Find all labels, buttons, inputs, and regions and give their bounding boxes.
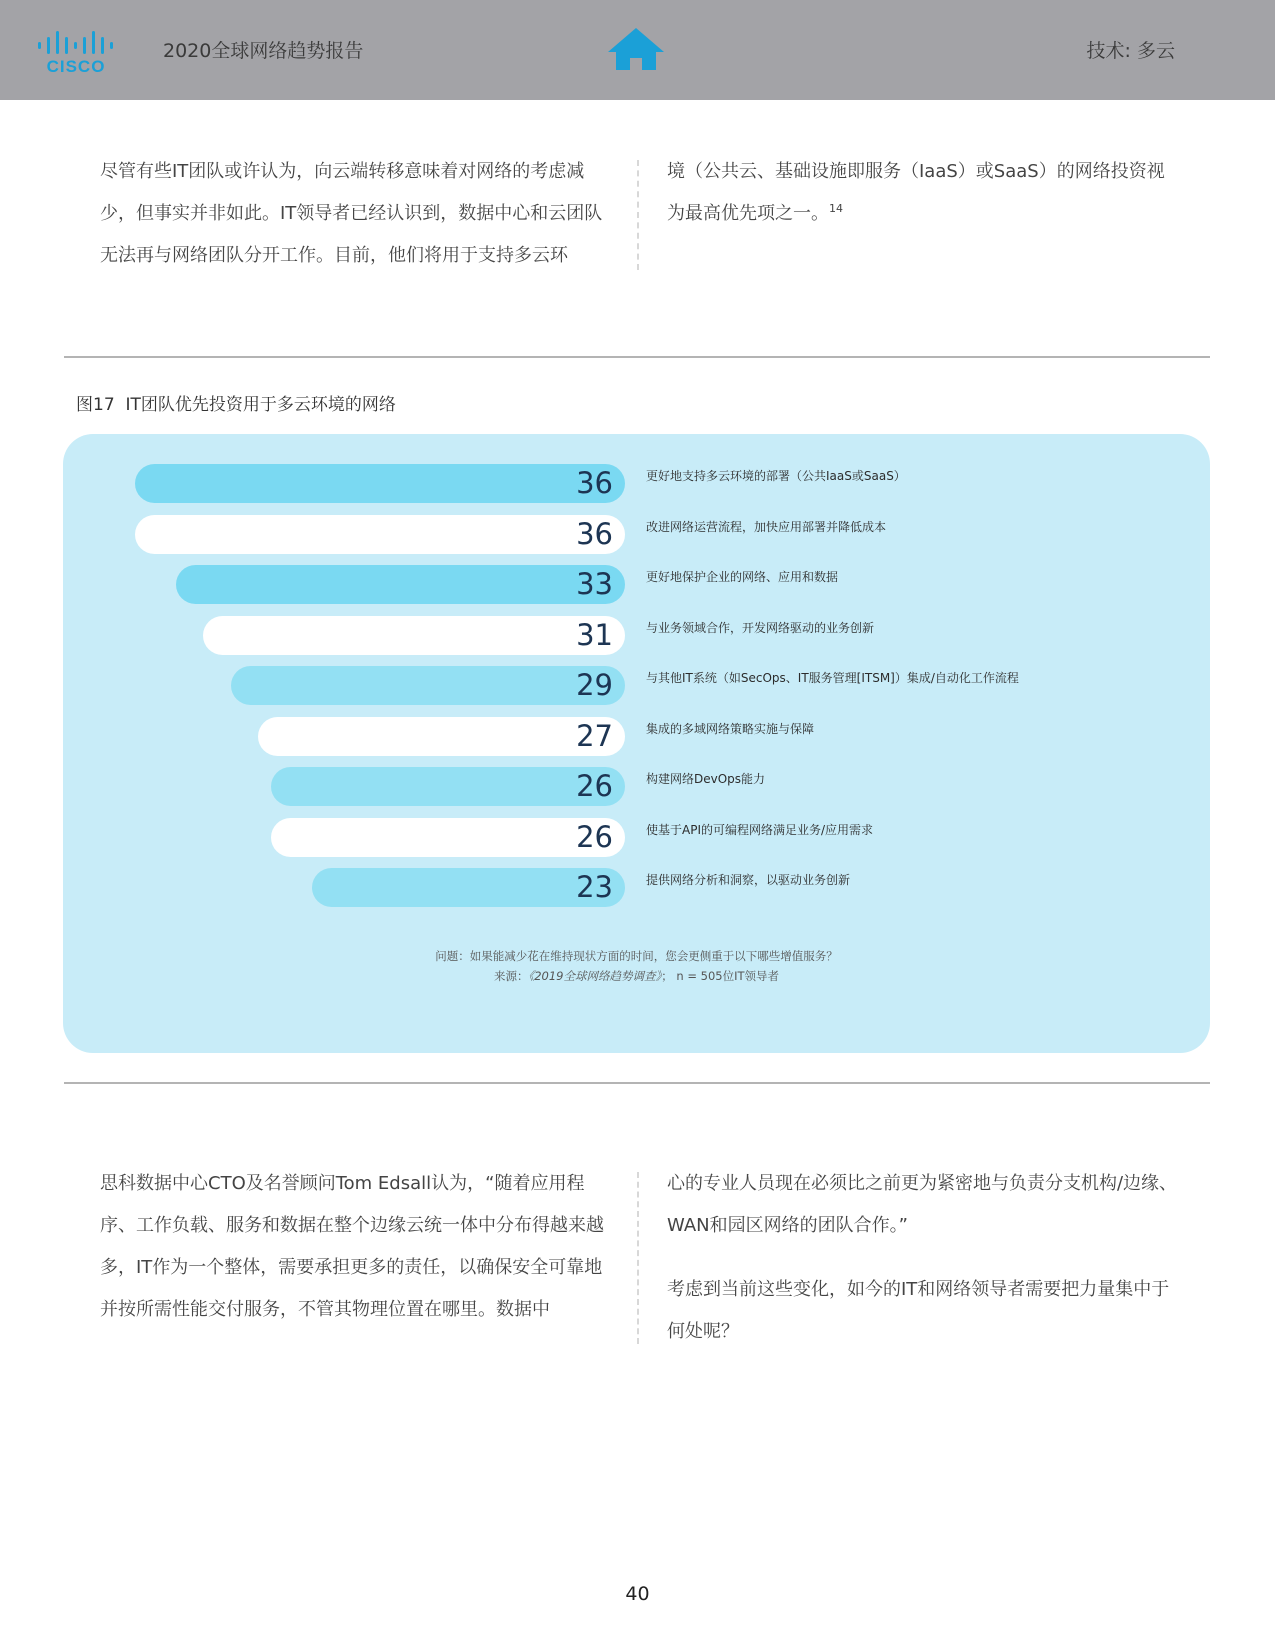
- figure-number: 图17: [76, 395, 115, 415]
- cisco-logo: [36, 26, 122, 76]
- header-bar: [0, 0, 1275, 100]
- bar-value-label: 29: [576, 668, 613, 702]
- source-prefix: 来源：: [493, 969, 529, 983]
- bar-category-label: 与业务领域合作，开发网络驱动的业务创新: [646, 620, 875, 635]
- document-title: 2020全球网络趋势报告: [163, 40, 364, 62]
- intro-text-right: [667, 151, 1182, 235]
- bar-value-label: 26: [576, 819, 613, 854]
- home-icon[interactable]: [606, 26, 666, 72]
- figure-title: [76, 390, 396, 415]
- intro-text-left: 尽管有些IT团队或许认为，向云端转移意味着对网络的考虑减少，但事实并非如此。IT领导者已经认识到，数据中心和云团队无法再与网络团队分开工作。目前，他们将用于支持多云环: [100, 161, 603, 266]
- figure-caption: IT团队优先投资用于多云环境的网络: [125, 395, 396, 415]
- bar-category-label: 构建网络DevOps能力: [646, 772, 766, 786]
- divider-top: [64, 356, 1210, 358]
- section-title: 技术: 多云: [1086, 40, 1175, 62]
- bar-value-label: 26: [576, 769, 613, 803]
- bar-value-label: 36: [576, 466, 613, 500]
- bar-value-label: 36: [576, 516, 613, 551]
- bar-value-label: 27: [576, 718, 613, 753]
- intro-right-text: 境（公共云、基础设施即服务（IaaS）或SaaS）的网络投资视为最高优先项之一。: [667, 161, 1165, 224]
- column-divider: [637, 160, 639, 270]
- bar-value-label: 31: [576, 617, 613, 652]
- bar-value-label: 23: [576, 870, 613, 904]
- bar-category-label: 更好地保护企业的网络、应用和数据: [646, 570, 839, 584]
- bar-category-label: 与其他IT系统（如SecOps、IT服务管理[ITSM]）集成/自动化工作流程: [646, 671, 1019, 685]
- bar-category-label: 使基于API的可编程网络满足业务/应用需求: [646, 822, 874, 837]
- bar-category-label: 提供网络分析和洞察，以驱动业务创新: [646, 873, 851, 887]
- chart-panel: [63, 434, 1210, 1053]
- chart-question: 问题：如果能减少花在维持现状方面的时间，您会更侧重于以下哪些增值服务？: [435, 949, 838, 963]
- column-divider: [637, 1172, 639, 1344]
- source-title: 《2019全球网络趋势调查》: [528, 969, 662, 983]
- source-suffix: ； n = 505位IT领导者: [661, 969, 780, 983]
- body-text-right-p1: 心的专业人员现在必须比之前更为紧密地与负责分支机构/边缘、WAN和园区网络的团队合作。”: [667, 1173, 1178, 1236]
- bar-category-label: 更好地支持多云环境的部署（公共IaaS或SaaS）: [646, 469, 906, 483]
- chart-source: [63, 968, 1210, 984]
- body-text-left: 思科数据中心CTO及名誉顾问Tom Edsall认为，“随着应用程序、工作负载、服务和数据在整个边缘云统一体中分布得越来越多，IT作为一个整体，需要承担更多的责任，以确保安全可靠地并按所需性能交付服务，不管其物理位置在哪里。数据中: [100, 1173, 604, 1320]
- bar-category-label: 集成的多域网络策略实施与保障: [646, 721, 815, 736]
- divider-bottom: [64, 1082, 1210, 1084]
- footnote-ref: 14: [829, 202, 843, 215]
- bar-value-label: 33: [576, 567, 613, 601]
- cisco-wordmark: CISCO: [46, 57, 106, 76]
- body-text-right-p2: 考虑到当前这些变化，如今的IT和网络领导者需要把力量集中于何处呢？: [667, 1279, 1170, 1342]
- bar-category-label: 改进网络运营流程，加快应用部署并降低成本: [646, 519, 887, 534]
- page-number: 40: [625, 1583, 650, 1605]
